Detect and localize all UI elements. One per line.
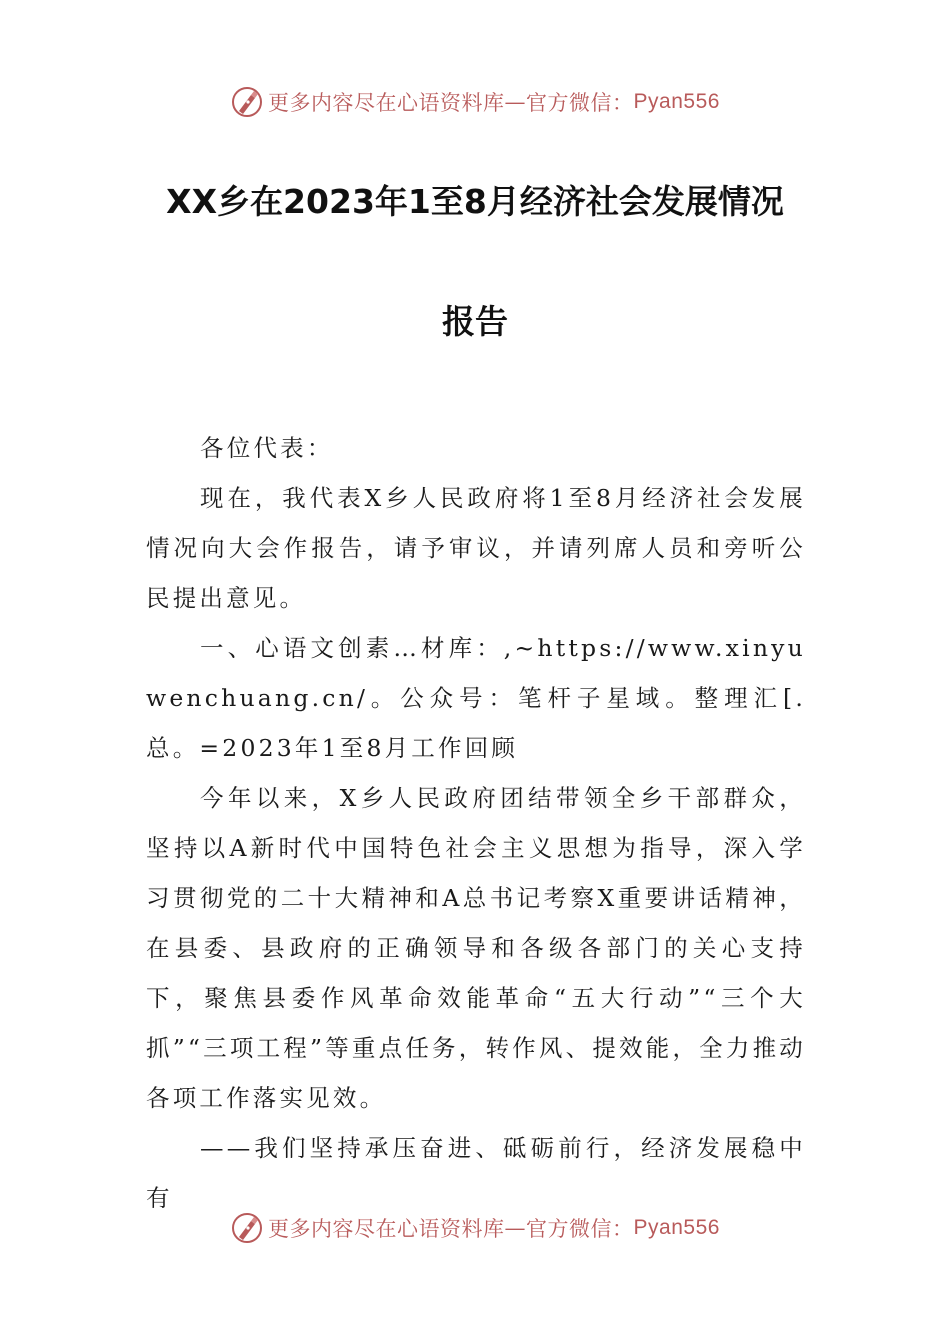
salutation: 各位代表： [200,434,334,462]
watermark-text: 更多内容尽在心语资料库 [268,91,505,115]
document-title-line-1: XX乡在2023年1至8月经济社会发展情况 [166,182,784,221]
watermark-label: 官方微信： [526,91,634,115]
paragraph-review: 今年以来，X乡人民政府团结带领全乡干部群众，坚持以A新时代中国特色社会主义思想为指导，深入学习贯彻党的二十大精神和A总书记考察X重要讲话精神，在县委、县政府的正确领导和各级各部门的关心支持下，聚焦县委作风革命效能革命“五大行动”“三个大抓”“三项工程”等重点任务，转作风、提效能，全力推动各项工作落实见效。 [146,784,806,1112]
watermark-wechat: Pyan556 [633,1216,720,1239]
paragraph-intro: 现在，我代表X乡人民政府将1至8月经济社会发展情况向大会作报告，请予审议，并请列席人员和旁听公民提出意见。 [146,484,806,612]
paragraph-continuation: ——我们坚持承压奋进、砥砺前行，经济发展稳中有 [146,1134,806,1212]
footer-watermark [0,1208,950,1248]
document-title-line-2: 报告 [442,302,508,341]
pen-nib-logo-icon [230,85,264,119]
watermark-wechat: Pyan556 [633,90,720,113]
header-watermark [0,82,950,122]
watermark-label: 官方微信： [526,1217,634,1241]
document-body [146,423,806,1223]
watermark-dash: — [504,90,527,114]
watermark-dash: — [504,1216,527,1240]
paragraph-section-heading: 一、心语文创素…材库：,~https://www.xinyuwenchuang.cn/。公众号：笔杆子星域。整理汇[.总。=2023年1至8月工作回顾 [146,634,806,762]
watermark-text: 更多内容尽在心语资料库 [268,1217,505,1241]
pen-nib-logo-icon [230,1211,264,1245]
